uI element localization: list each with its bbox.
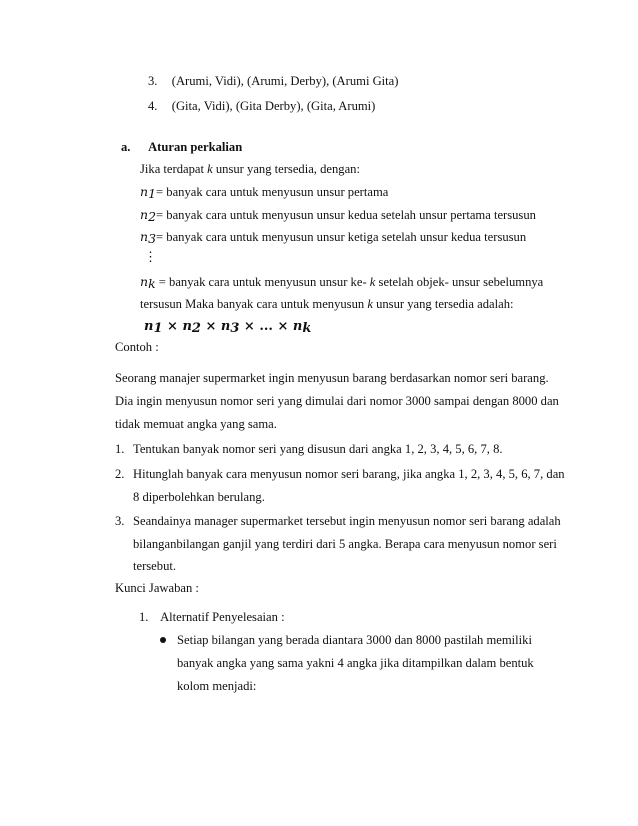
list-item — [148, 100, 375, 113]
section-marker: a. — [121, 140, 131, 154]
definition-n3: $n_3=$ banyak cara untuk menyusun unsur ketiga setelah unsur kedua tersusun — [140, 229, 527, 246]
vertical-dots: ⋮ — [144, 249, 157, 264]
section-heading — [121, 141, 242, 154]
question-line: Hitunglah banyak cara menyusun nomor seri barang, jika angka 1, 2, 3, 4, 5, 6, 7, dan — [133, 467, 565, 481]
bullet-icon — [160, 637, 166, 643]
definition-n2: $n_2=$ banyak cara untuk menyusun unsur kedua setelah unsur pertama tersusun — [140, 207, 536, 224]
product-formula: $n_1 \times n_2 \times n_3$ × ... × $n_k$ — [144, 319, 312, 336]
alternatif-number: 1. — [139, 610, 149, 624]
list-text: (Arumi, Vidi), (Arumi, Derby), (Arumi Gita) — [171, 74, 399, 88]
section-title: Aturan perkalian — [148, 140, 243, 154]
question-number: 3. — [115, 514, 125, 528]
bullet-line: banyak angka yang sama yakni 4 angka jika ditampilkan dalam bentuk — [177, 656, 534, 670]
list-text: (Gita, Vidi), (Gita Derby), (Gita, Arumi) — [171, 99, 376, 113]
bullet-line: kolom menjadi: — [177, 679, 257, 693]
definition-n1: $n_1=$ banyak cara untuk menyusun unsur pertama — [140, 184, 389, 201]
contoh-label: Contoh : — [115, 340, 159, 354]
definition-nk-continuation: tersusun Maka banyak cara untuk menyusun k unsur yang tersedia adalah: — [140, 297, 514, 311]
paragraph-line: Seorang manajer supermarket ingin menyusun barang berdasarkan nomor seri barang. — [115, 371, 549, 385]
list-number: 3. — [148, 74, 158, 88]
question-number: 1. — [115, 442, 125, 456]
question-line: tersebut. — [133, 559, 177, 573]
paragraph-line: Dia ingin menyusun nomor seri yang dimulai dari nomor 3000 sampai dengan 8000 dan — [115, 394, 559, 408]
question-line: Seandainya manager supermarket tersebut ingin menyusun nomor seri barang adalah — [133, 514, 561, 528]
question-line: Tentukan banyak nomor seri yang disusun dari angka 1, 2, 3, 4, 5, 6, 7, 8. — [133, 442, 503, 456]
paragraph-line: tidak memuat angka yang sama. — [115, 417, 277, 431]
question-line: 8 diperbolehkan berulang. — [133, 490, 265, 504]
alternatif-item — [139, 611, 285, 624]
question-line: bilanganbilangan ganjil yang terdiri dari 5 angka. Berapa cara menyusun nomor seri — [133, 537, 557, 551]
intro-line: Jika terdapat k unsur yang tersedia, dengan: — [140, 162, 360, 176]
definition-nk: $n_k$ = banyak cara untuk menyusun unsur ke- k setelah objek- unsur sebelumnya — [140, 274, 544, 291]
bullet-line: Setiap bilangan yang berada diantara 3000 dan 8000 pastilah memiliki — [177, 633, 532, 647]
question-number: 2. — [115, 467, 125, 481]
kunci-label: Kunci Jawaban : — [115, 581, 199, 595]
alternatif-text: Alternatif Penyelesaian : — [160, 610, 285, 624]
list-item — [148, 75, 398, 88]
list-number: 4. — [148, 99, 158, 113]
